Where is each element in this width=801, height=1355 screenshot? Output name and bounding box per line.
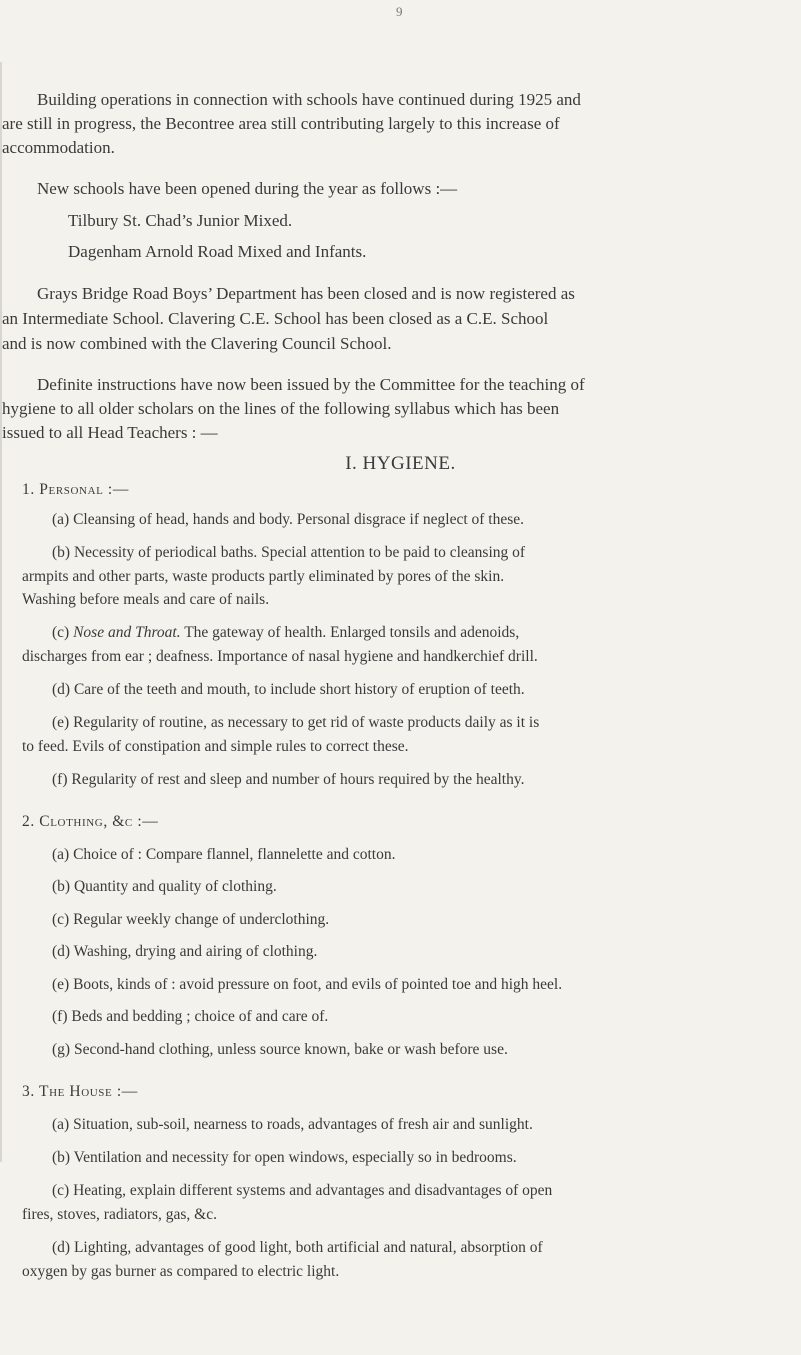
personal-item-c-line-1: [52, 623, 519, 643]
personal-item-e-line-1: (e) Regularity of routine, as necessary to get rid of waste products daily as it is: [52, 714, 540, 731]
house-item-a: (a) Situation, sub-soil, nearness to roads, advantages of fresh air and sunlight.: [52, 1116, 533, 1133]
intro-line-2: are still in progress, the Becontree area still contributing largely to this increase of: [2, 114, 560, 133]
instructions-line-2: hygiene to all older scholars on the lines of the following syllabus which has been: [2, 399, 560, 418]
clothing-item-e: (e) Boots, kinds of : avoid pressure on foot, and evils of pointed toe and high heel.: [52, 976, 563, 993]
house-item-d-line-1: (d) Lighting, advantages of good light, both artificial and natural, absorption of: [52, 1239, 543, 1256]
closures-line-2: an Intermediate School. Clavering C.E. School has been closed as a C.E. School: [2, 309, 549, 328]
personal-item-f: (f) Regularity of rest and sleep and number of hours required by the healthy.: [52, 771, 525, 788]
personal-item-b-line-3: Washing before meals and care of nails.: [22, 591, 270, 608]
house-item-d-line-2: oxygen by gas burner as compared to electric light.: [22, 1263, 340, 1280]
personal-item-c-text: The gateway of health. Enlarged tonsils and adenoids,: [180, 624, 520, 641]
personal-item-b-line-2: armpits and other parts, waste products partly eliminated by pores of the skin.: [22, 568, 505, 585]
clothing-item-b: (b) Quantity and quality of clothing.: [52, 878, 277, 895]
section-title: I. HYGIENE.: [345, 453, 456, 474]
instructions-line-1: Definite instructions have now been issued by the Committee for the teaching of: [37, 375, 585, 394]
intro-line-1: Building operations in connection with schools have continued during 1925 and: [37, 90, 581, 109]
house-item-c-line-2: fires, stoves, radiators, gas, &c.: [22, 1206, 217, 1223]
clothing-item-c: (c) Regular weekly change of underclothing.: [52, 911, 330, 928]
personal-item-d: (d) Care of the teeth and mouth, to include short history of eruption of teeth.: [52, 681, 525, 698]
personal-item-c-label: (c): [52, 624, 74, 641]
clothing-heading: 2. Clothing, &c :—: [22, 813, 159, 830]
intro-line-3: accommodation.: [2, 138, 115, 157]
clothing-item-a: (a) Choice of : Compare flannel, flannelette and cotton.: [52, 846, 396, 863]
clothing-item-g: (g) Second-hand clothing, unless source known, bake or wash before use.: [52, 1041, 508, 1058]
personal-heading: 1. Personal :—: [22, 481, 129, 498]
new-school-item: Dagenham Arnold Road Mixed and Infants.: [68, 242, 367, 261]
house-item-c-line-1: (c) Heating, explain different systems and advantages and disadvantages of open: [52, 1182, 553, 1199]
house-item-b: (b) Ventilation and necessity for open windows, especially so in bedrooms.: [52, 1149, 517, 1166]
closures-line-3: and is now combined with the Clavering Council School.: [2, 334, 392, 353]
new-school-item: Tilbury St. Chad’s Junior Mixed.: [68, 211, 293, 230]
new-schools-intro: New schools have been opened during the year as follows :—: [37, 179, 458, 198]
closures-line-1: Grays Bridge Road Boys’ Department has been closed and is now registered as: [37, 284, 575, 303]
clothing-item-f: (f) Beds and bedding ; choice of and care of.: [52, 1008, 329, 1025]
house-heading: 3. The House :—: [22, 1083, 138, 1100]
personal-item-b-line-1: (b) Necessity of periodical baths. Special attention to be paid to cleansing of: [52, 544, 526, 561]
personal-item-e-line-2: to feed. Evils of constipation and simple rules to correct these.: [22, 738, 409, 755]
page-edge-shadow: [0, 62, 2, 1162]
personal-item-c-title: Nose and Throat.: [73, 624, 181, 641]
page-number: 9: [396, 4, 403, 19]
personal-item-a: (a) Cleansing of head, hands and body. Personal disgrace if neglect of these.: [52, 511, 525, 528]
clothing-item-d: (d) Washing, drying and airing of clothing.: [52, 943, 318, 960]
personal-item-c-line-2: discharges from ear ; deafness. Importance of nasal hygiene and handkerchief drill.: [22, 648, 538, 665]
instructions-line-3: issued to all Head Teachers : —: [2, 423, 218, 442]
